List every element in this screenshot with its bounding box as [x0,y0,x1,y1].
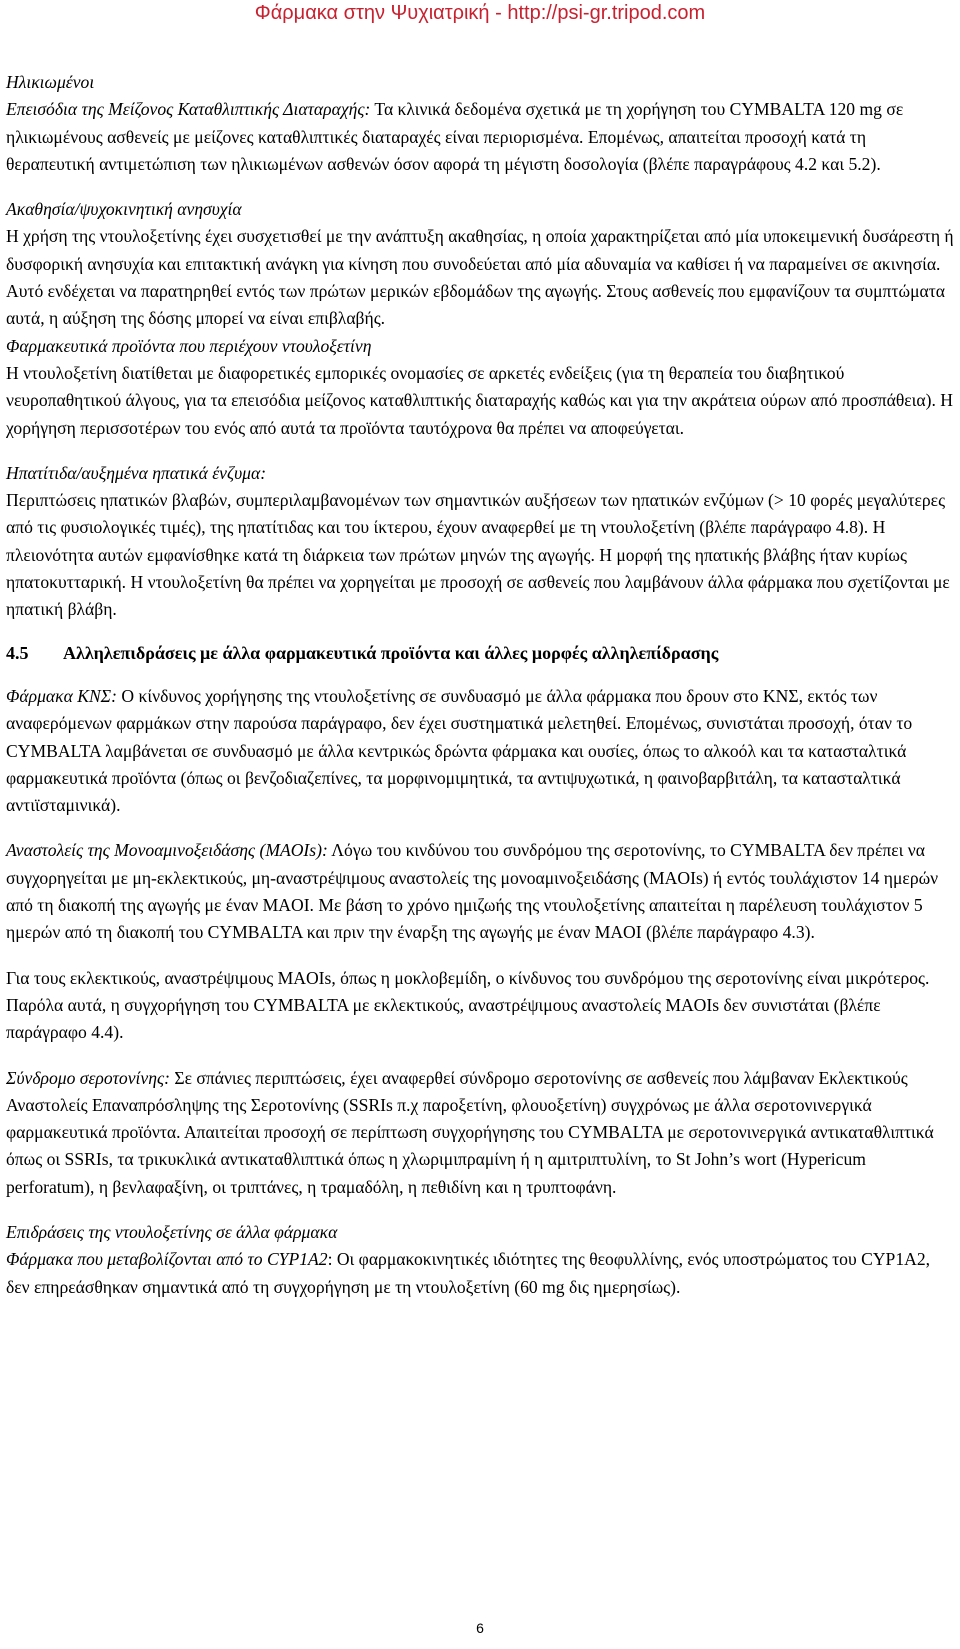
page-header: Φάρμακα στην Ψυχιατρική - http://psi-gr.tripod.com [254,2,706,24]
serotonin-paragraph [6,1065,956,1201]
effects-paragraph [6,1246,956,1301]
maoi-body: Λόγω του κινδύνου του συνδρόμου της σεροτονίνης, το CYMBALTA δεν πρέπει να συγχορηγείται με μη-εκλεκτικούς, μη-αναστρέψιμους αναστολείς της μονοαμινοξειδάσης (MAOIs) ή εντός τουλάχιστον 14 ημερών από τη διακοπή της αγωγής με έναν MAOI. Με βάση το χρόνο ημιζωής της ντουλοξετίνης απαιτείται η παρέλευση τουλάχιστον 5 ημερών από τη διακοπή του CYMBALTA και πριν την έναρξη της αγωγής με έναν MAOI (βλέπε παράγραφο 4.3). [6,840,939,943]
cns-paragraph [6,683,956,819]
elderly-paragraph [6,96,956,178]
hepatitis-body: Περιπτώσεις ηπατικών βλαβών, συμπεριλαμβανομένων των σημαντικών αυξήσεων των ηπατικών ενζύμων (> 10 φορές μεγαλύτερες από τις φυσιολογικές τιμές), της ηπατίτιδας και του ίκτερου, έχουν αναφερθεί με τη ντουλοξετίνη (βλέπε παράγραφο 4.8). Η πλειονότητα αυτών εμφανίσθηκε κατά τη διάρκεια των πρώτων μηνών της αγωγής. Η μορφή της ηπατικής βλάβης ήταν κυρίως ηπατοκυτταρική. Η ντουλοξετίνη θα πρέπει να χορηγείται με προσοχή σε ασθενείς που λαμβάνουν άλλα φάρμακα που σχετίζονται με ηπατική βλάβη. [6,490,950,620]
effects-label: Φάρμακα που μεταβολίζονται από το CYP1A2 [6,1249,328,1270]
products-body: Η ντουλοξετίνη διατίθεται με διαφορετικές εμπορικές ονομασίες σε αρκετές ενδείξεις (για τη θεραπεία του διαβητικού νευροπαθητικού άλγους, για τα επεισόδια μείζονος καταθλιπτικής διαταραχής καθώς και για την ακράτεια ούρων από προσπάθεια). Η χορήγηση περισσοτέρων του ενός από αυτά τα προϊόντα ταυτόχρονα θα πρέπει να αποφεύγεται. [6,362,953,438]
serotonin-label: Σύνδρομο σεροτονίνης: [6,1067,170,1088]
elderly-title: Ηλικιωμένοι [6,72,95,92]
cns-label: Φάρμακα ΚΝΣ: [6,685,118,706]
akathisia-body: Η χρήση της ντουλοξετίνης έχει συσχετισθεί με την ανάπτυξη ακαθησίας, η οποία χαρακτηρίζεται από μία υποκειμενική δυσάρεστη ή δυσφορική ανησυχία και επιτακτική ανάγκη για κίνηση που συνοδεύεται από μία αδυναμία να καθίσει ή να παραμείνει σε ακινησία. Αυτό ενδέχεται να παρατηρηθεί εντός των πρώτων μερικών εβδομάδων της αγωγής. Στους ασθενείς που εμφανίζουν τα συμπτώματα αυτά, η αύξηση της δόσης μπορεί να είναι επιβλαβής. [6,226,954,329]
document-body [6,69,956,1301]
cns-body: Ο κίνδυνος χορήγησης της ντουλοξετίνης σε συνδυασμό με άλλα φάρμακα που δρουν στο ΚΝΣ, εκτός των αναφερόμενων φαρμάκων στην παρούσα παράγραφο, δεν έχει συστηματικά μελετηθεί. Επομένως, συνιστάται προσοχή, όταν το CYMBALTA λαμβάνεται σε συνδυασμό με άλλα κεντρικώς δρώντα φάρμακα και ουσίες, όπως το αλκοόλ και τα κατασταλτικά φαρμακευτικά προϊόντα (όπως οι βενζοδιαζεπίνες, τα μορφινομιμητικά, τα αντιψυχωτικά, η φαινοβαρβιτάλη, τα κατασταλτικά αντιϊσταμινικά). [6,685,913,816]
serotonin-body: Σε σπάνιες περιπτώσεις, έχει αναφερθεί σύνδρομο σεροτονίνης σε ασθενείς που λάμβαναν Εκλεκτικούς Αναστολείς Επαναπρόσληψης της Σεροτονίνης (SSRIs π.χ παροξετίνη, φλουοξετίνη) συγχρόνως με άλλα σεροτονινεργικά φαρμακευτικά προϊόντα. Απαιτείται προσοχή σε περίπτωση συγχορήγησης του CYMBALTA με σεροτονινεργικά αντικαταθλιπτικά όπως οι SSRIs, τα τρικυκλικά αντικαταθλιπτικά όπως η χλωριμιπραμίνη ή η αμιτριπτυλίνη, το St John’s wort (Hypericum perforatum), η βενλαφαξίνη, οι τριπτάνες, η τραμαδόλη, η πεθιδίνη και η τρυπτοφάνη. [6,1067,934,1197]
elderly-subtitle: Επεισόδια της Μείζονος Καταθλιπτικής Διαταραχής: [6,99,371,120]
section-heading-4-5 [6,640,956,667]
maoi-selective-paragraph: Για τους εκλεκτικούς, αναστρέψιμους MAOIs, όπως η μοκλοβεμίδη, ο κίνδυνος του συνδρόμου της σεροτονίνης είναι μικρότερος. Παρόλα αυτά, η συγχορήγηση του CYMBALTA με εκλεκτικούς, αναστρέψιμους αναστολείς MAOIs δεν συνιστάται (βλέπε παράγραφο 4.4). [6,967,930,1043]
products-title: Φαρμακευτικά προϊόντα που περιέχουν ντουλοξετίνη [6,335,372,356]
effects-title: Επιδράσεις της ντουλοξετίνης σε άλλα φάρμακα [6,1221,338,1242]
section-title: Αλληλεπιδράσεις με άλλα φαρμακευτικά προϊόντα και άλλες μορφές αλληλεπίδρασης [63,642,719,663]
section-number: 4.5 [6,642,29,663]
maoi-label: Αναστολείς της Μονοαμινοξειδάσης (MAOIs): [6,840,328,861]
effects-body: : Οι φαρμακοκινητικές ιδιότητες της θεοφυλλίνης, ενός υποστρώματος του CYP1A2, δεν επηρεάσθηκαν σημαντικά από τη συγχορήγηση με τη ντουλοξετίνη (60 mg δις ημερησίως). [6,1249,931,1297]
elderly-body: Τα κλινικά δεδομένα σχετικά με τη χορήγηση του CYMBALTA 120 mg σε ηλικιωμένους ασθενείς με μείζονες καταθλιπτικές διαταραχές είναι περιορισμένα. Επομένως, απαιτείται προσοχή κατά τη θεραπευτική αντιμετώπιση των ηλικιωμένων ασθενών όσον αφορά τη μέγιστη δοσολογία (βλέπε παραγράφους 4.2 και 5.2). [6,99,904,174]
page-number: 6 [476,1620,484,1636]
akathisia-title: Ακαθησία/ψυχοκινητική ανησυχία [6,199,242,220]
maoi-paragraph [6,837,956,946]
hepatitis-title: Ηπατίτιδα/αυξημένα ηπατικά ένζυμα: [6,462,267,483]
